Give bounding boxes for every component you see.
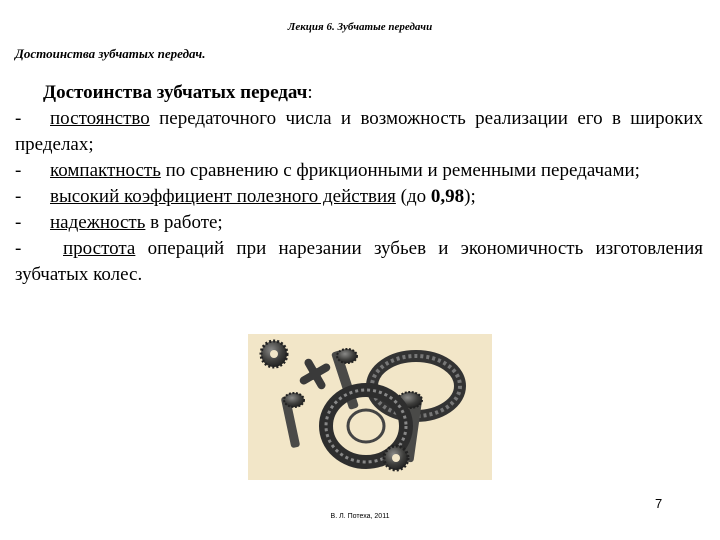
gears-icon bbox=[248, 334, 492, 480]
item-term: компактность bbox=[50, 160, 161, 181]
item-term: высокий коэффициент полезного действия bbox=[50, 186, 396, 207]
list-item bbox=[15, 106, 703, 158]
slide-subtitle: Достоинства зубчатых передач. bbox=[15, 46, 206, 61]
item-term: надежность bbox=[50, 212, 146, 233]
list-dash: - bbox=[15, 108, 22, 129]
item-term: простота bbox=[63, 238, 136, 259]
small-gear-icon bbox=[384, 446, 408, 470]
item-term: постоянство bbox=[50, 108, 150, 129]
list-item bbox=[15, 158, 703, 184]
list-dash: - bbox=[15, 186, 22, 207]
list-item bbox=[15, 184, 703, 210]
item-text: передаточного числа и возможность реализации его в широких пределах; bbox=[15, 108, 703, 155]
lecture-title: Лекция 6. Зубчатые передачи bbox=[287, 21, 433, 33]
list-dash: - bbox=[15, 212, 22, 233]
item-text: операций при нарезании зубьев и экономичность изготовления зубчатых колес. bbox=[15, 238, 703, 285]
advantages-title bbox=[15, 80, 703, 106]
item-text: (до bbox=[395, 186, 431, 207]
small-bevel-gear-icon bbox=[261, 341, 287, 367]
author-footer: В. Л. Потеха, 2011 bbox=[330, 513, 390, 520]
item-text: по сравнению с фрикционными и ременными передачами; bbox=[160, 160, 640, 181]
lecture-header bbox=[0, 21, 720, 33]
efficiency-value: 0,98 bbox=[430, 186, 465, 207]
item-text: в работе; bbox=[145, 212, 223, 233]
gears-photo bbox=[248, 334, 492, 480]
page-number: 7 bbox=[655, 496, 663, 511]
list-item bbox=[15, 210, 703, 236]
list-item bbox=[15, 236, 703, 288]
advantages-text bbox=[15, 80, 703, 288]
list-dash: - bbox=[15, 160, 22, 181]
item-text: ); bbox=[464, 186, 476, 207]
advantages-title-text: Достоинства зубчатых передач bbox=[43, 82, 308, 103]
list-dash: - bbox=[15, 238, 22, 259]
advantages-title-colon: : bbox=[307, 82, 313, 103]
